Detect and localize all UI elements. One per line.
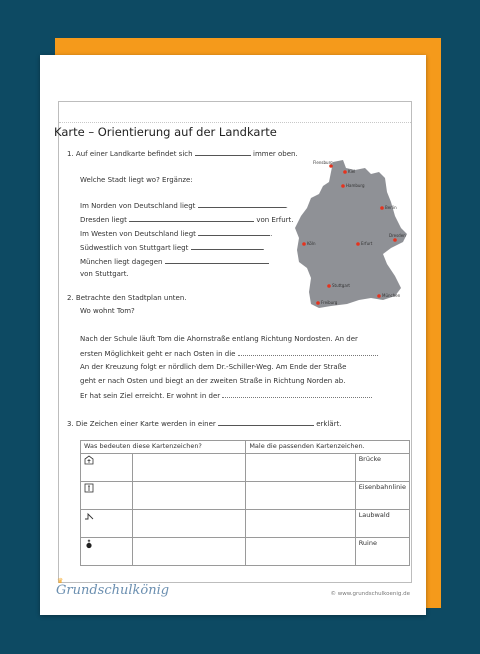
city-marker-koeln <box>302 242 306 246</box>
brand-logo: Grundschulkönig <box>56 583 170 598</box>
q1-line <box>67 148 298 158</box>
table-row <box>81 454 410 482</box>
q2-para-5-text: Er hat sein Ziel erreicht. Er wohnt in der <box>80 392 221 400</box>
city-label: Hamburg <box>346 183 365 188</box>
q1-row-2-suffix: von Erfurt. <box>256 216 294 224</box>
city-marker-berlin <box>380 206 384 210</box>
q1-row-2 <box>80 214 293 224</box>
q2-para-5 <box>80 391 372 400</box>
table-row <box>81 510 410 538</box>
q1-row-4-text: Südwestlich von Stuttgart liegt <box>80 244 189 252</box>
q1-row-5 <box>80 256 269 266</box>
q1-row-4-blank[interactable] <box>191 242 263 250</box>
q2-blank-1[interactable] <box>238 349 378 356</box>
q2-para-4: geht er nach Osten und biegt an der zweiten Straße in Richtung Norden ab. <box>80 377 346 385</box>
q3-text-b: erklärt. <box>316 420 342 428</box>
pass-symbol-icon <box>84 511 94 521</box>
legend-header-meaning: Was bedeuten diese Kartenzeichen? <box>81 441 246 454</box>
city-label: Berlin <box>385 205 397 210</box>
q1-row-3-suffix: . <box>270 230 273 238</box>
chapel-symbol-icon <box>84 539 94 549</box>
q1-row-5-text: München liegt dagegen <box>80 258 163 266</box>
q1-row-6: von Stuttgart. <box>80 270 129 278</box>
symbol-cell <box>81 482 133 510</box>
q2-para-2-text: ersten Möglichkeit geht er nach Osten in die <box>80 350 236 358</box>
crown-icon: ♛ <box>57 577 64 585</box>
city-label: Freiburg <box>321 300 338 305</box>
drawing-cell[interactable] <box>246 482 355 510</box>
city-marker-freiburg <box>316 301 320 305</box>
q2-line-2: Wo wohnt Tom? <box>80 307 135 315</box>
legend-header-draw: Male die passenden Kartenzeichen. <box>246 441 410 454</box>
q1-row-2-text: Dresden liegt <box>80 216 127 224</box>
legend-label: Eisenbahnlinie <box>355 482 409 510</box>
city-marker-stuttgart <box>327 284 331 288</box>
city-marker-hamburg <box>341 184 345 188</box>
q1-row-2-blank[interactable] <box>129 214 254 222</box>
city-label: Stuttgart <box>332 283 350 288</box>
q3-blank[interactable] <box>218 418 314 426</box>
city-label: Dresden <box>389 233 406 238</box>
city-label: München <box>382 293 401 298</box>
worksheet <box>40 55 426 615</box>
city-label: Kiel <box>348 169 356 174</box>
q1-row-3-blank[interactable] <box>198 228 273 238</box>
q1-row-1-text: Im Norden von Deutschland liegt <box>80 202 196 210</box>
church-symbol-icon <box>84 455 94 465</box>
city-label: Köln <box>307 241 316 246</box>
legend-label: Ruine <box>355 538 409 566</box>
q3-line <box>67 418 342 428</box>
table-row <box>81 482 410 510</box>
q1-row-3-text: Im Westen von Deutschland liegt <box>80 230 196 238</box>
q1-row-1 <box>80 200 288 210</box>
q1-text-a: 1. Auf einer Landkarte befindet sich <box>67 150 193 158</box>
symbol-cell <box>81 454 133 482</box>
symbol-cell <box>81 510 133 538</box>
page-title: Karte – Orientierung auf der Landkarte <box>54 125 277 139</box>
q1-row-4 <box>80 242 265 252</box>
q2-line-1: 2. Betrachte den Stadtplan unten. <box>67 294 187 302</box>
germany-map <box>283 158 413 313</box>
q2-para-2 <box>80 349 378 358</box>
drawing-cell[interactable] <box>246 510 355 538</box>
q1-row-3 <box>80 228 272 238</box>
title-divider <box>59 122 411 123</box>
city-marker-kiel <box>343 170 347 174</box>
city-label: Flensburg <box>313 160 333 165</box>
copyright-url: © www.grundschulkoenig.de <box>330 591 410 597</box>
city-marker-dresden <box>393 238 397 242</box>
q1-text-b: immer oben. <box>253 150 298 158</box>
city-marker-muenchen <box>377 294 381 298</box>
city-marker-erfurt <box>356 242 360 246</box>
legend-header-row <box>81 441 410 454</box>
q1-row-5-blank[interactable] <box>165 256 269 264</box>
q1-row-1-suffix: . <box>285 202 288 210</box>
monument-symbol-icon <box>84 483 94 493</box>
table-row <box>81 538 410 566</box>
q1-prompt: Welche Stadt liegt wo? Ergänze: <box>80 176 193 184</box>
legend-label: Laubwald <box>355 510 409 538</box>
answer-cell[interactable] <box>133 454 246 482</box>
q3-text-a: 3. Die Zeichen einer Karte werden in einer <box>67 420 216 428</box>
q1-row-4-suffix: . <box>262 244 265 252</box>
legend-table <box>80 440 410 566</box>
q2-blank-2[interactable] <box>222 391 372 398</box>
symbol-cell <box>81 538 133 566</box>
answer-cell[interactable] <box>133 482 246 510</box>
answer-cell[interactable] <box>133 510 246 538</box>
q1-row-1-blank[interactable] <box>198 200 286 208</box>
drawing-cell[interactable] <box>246 538 355 566</box>
q2-para-1: Nach der Schule läuft Tom die Ahornstraße entlang Richtung Nordosten. An der <box>80 335 358 343</box>
drawing-cell[interactable] <box>246 454 355 482</box>
legend-label: Brücke <box>355 454 409 482</box>
city-label: Erfurt <box>361 241 373 246</box>
q2-para-3: An der Kreuzung folgt er nördlich dem Dr.-Schiller-Weg. Am Ende der Straße <box>80 363 347 371</box>
answer-cell[interactable] <box>133 538 246 566</box>
q1-blank[interactable] <box>195 148 251 156</box>
